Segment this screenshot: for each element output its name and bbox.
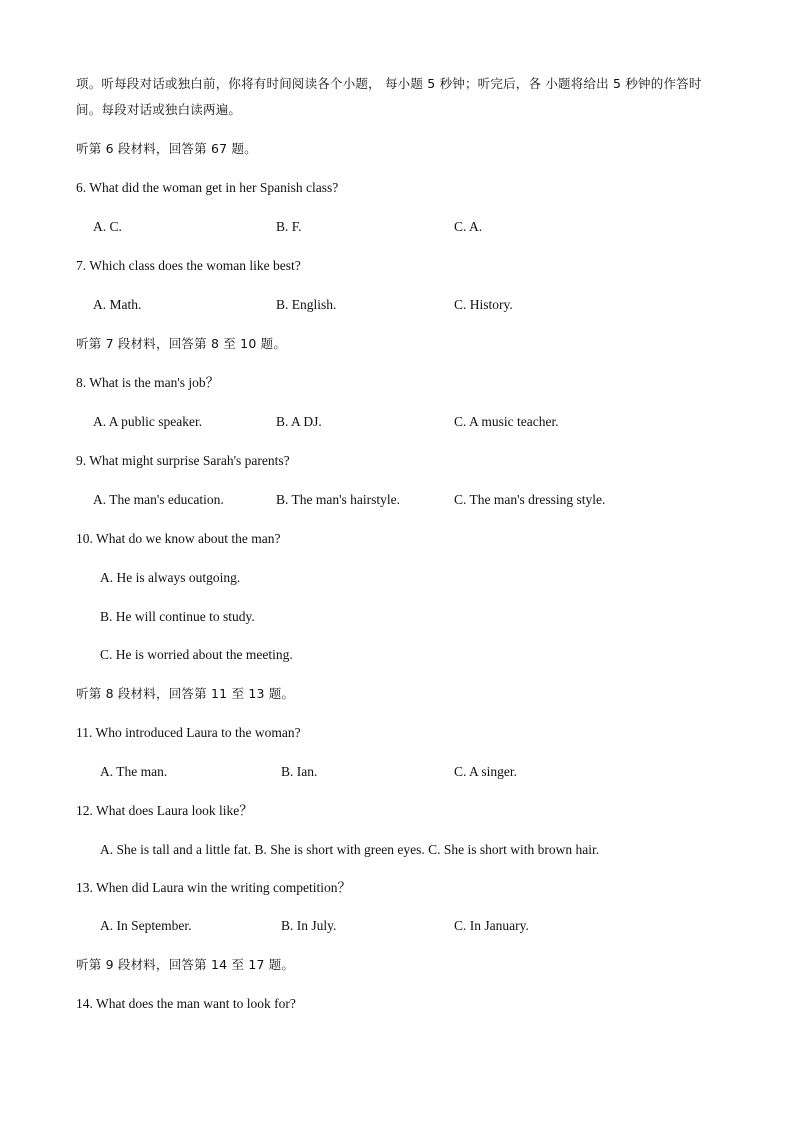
q7-option-a: A. Math. [93,297,142,312]
q12-options-line: A. She is tall and a little fat. B. She is short with green eyes. C. She is short with brown hair. [100,842,600,857]
q10-option-a: A. He is always outgoing. [100,570,241,585]
question-14: 14. What does the man want to look for? [76,996,296,1011]
section-heading-6: 听第 6 段材料，回答第 67 题。 [76,141,257,156]
q11-option-c: C. A singer. [454,764,518,779]
q9-option-a: A. The man's education. [93,492,224,507]
q10-option-b: B. He will continue to study. [100,609,255,624]
intro-line-2: 间。每段对话或独白读两遍。 [76,102,242,117]
intro-line-1: 项。听每段对话或独白前，你将有时间阅读各个小题， 每小题 5 秒钟；听完后，各 小题将给出 5 秒钟的作答时 [76,76,702,91]
q7-option-b: B. English. [276,297,337,312]
question-6: 6. What did the woman get in her Spanish class? [76,180,339,195]
question-9: 9. What might surprise Sarah's parents? [76,453,290,468]
section-heading-7: 听第 7 段材料，回答第 8 至 10 题。 [76,336,287,351]
q13-option-a: A. In September. [100,918,192,933]
q8-option-a: A. A public speaker. [93,414,203,429]
question-8: 8. What is the man's job？ [76,375,220,390]
q8-option-c: C. A music teacher. [454,414,559,429]
q13-option-c: C. In January. [454,918,529,933]
section-heading-8: 听第 8 段材料，回答第 11 至 13 题。 [76,686,295,701]
question-10: 10. What do we know about the man? [76,531,281,546]
q11-option-a: A. The man. [100,764,168,779]
question-12: 12. What does Laura look like？ [76,803,253,818]
q9-option-b: B. The man's hairstyle. [276,492,401,507]
q13-option-b: B. In July. [281,918,337,933]
question-13: 13. When did Laura win the writing competition？ [76,880,351,895]
q6-option-b: B. F. [276,219,302,234]
q6-option-a: A. C. [93,219,122,234]
section-heading-9: 听第 9 段材料，回答第 14 至 17 题。 [76,957,295,972]
q11-option-b: B. Ian. [281,764,318,779]
q7-option-c: C. History. [454,297,513,312]
question-11: 11. Who introduced Laura to the woman? [76,725,301,740]
q6-option-c: C. A. [454,219,483,234]
q9-option-c: C. The man's dressing style. [454,492,606,507]
q8-option-b: B. A DJ. [276,414,322,429]
q10-option-c: C. He is worried about the meeting. [100,647,293,662]
question-7: 7. Which class does the woman like best? [76,258,301,273]
